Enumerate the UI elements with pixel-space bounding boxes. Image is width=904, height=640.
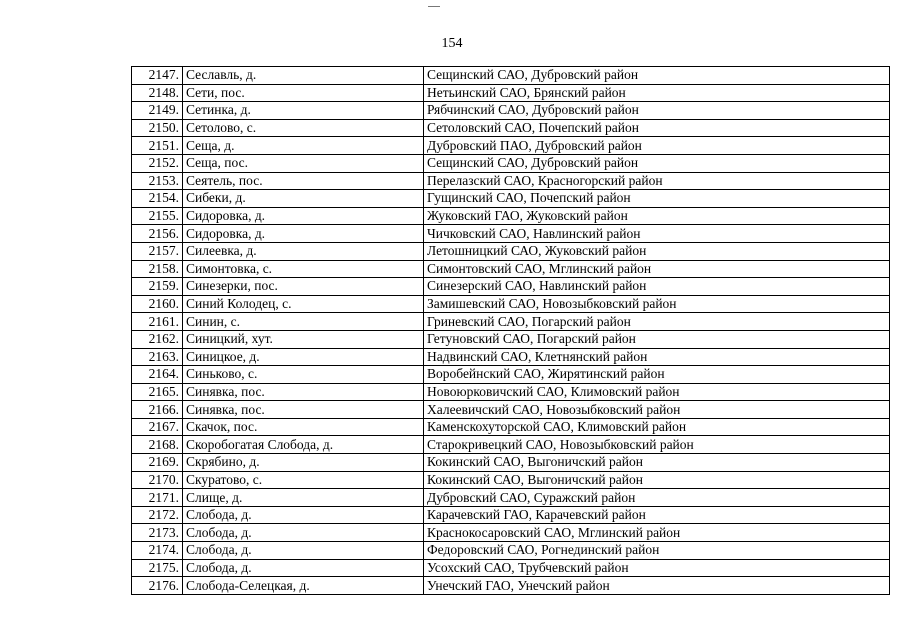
table-row: [132, 313, 890, 331]
table-row: [132, 242, 890, 260]
row-number: 2173.: [132, 524, 183, 542]
settlement-name: Сети, пос.: [183, 84, 424, 102]
row-number: 2171.: [132, 489, 183, 507]
administrative-district: Усохский САО, Трубчевский район: [424, 559, 890, 577]
row-number: 2174.: [132, 542, 183, 560]
row-number: 2158.: [132, 260, 183, 278]
settlement-name: Синицкий, хут.: [183, 330, 424, 348]
row-number: 2166.: [132, 401, 183, 419]
administrative-district: Замишевский САО, Новозыбковский район: [424, 295, 890, 313]
table-row: [132, 330, 890, 348]
table-row: [132, 190, 890, 208]
row-number: 2155.: [132, 207, 183, 225]
row-number: 2147.: [132, 67, 183, 85]
table-row: [132, 67, 890, 85]
administrative-district: Кокинский САО, Выгоничский район: [424, 471, 890, 489]
table-row: [132, 418, 890, 436]
settlement-name: Синявка, пос.: [183, 401, 424, 419]
administrative-district: Дубровский ПАО, Дубровский район: [424, 137, 890, 155]
administrative-district: Чичковский САО, Навлинский район: [424, 225, 890, 243]
table-row: [132, 137, 890, 155]
administrative-district: Синезерский САО, Навлинский район: [424, 278, 890, 296]
settlement-name: Сеща, пос.: [183, 154, 424, 172]
table-row: [132, 295, 890, 313]
row-number: 2168.: [132, 436, 183, 454]
table-row: [132, 366, 890, 384]
row-number: 2167.: [132, 418, 183, 436]
page-number: 154: [441, 36, 463, 51]
administrative-district: Летошницкий САО, Жуковский район: [424, 242, 890, 260]
settlement-name: Слобода, д.: [183, 542, 424, 560]
settlement-name: Сетинка, д.: [183, 102, 424, 120]
table-row: [132, 383, 890, 401]
administrative-district: Рябчинский САО, Дубровский район: [424, 102, 890, 120]
table-row: [132, 471, 890, 489]
settlement-name: Сеща, д.: [183, 137, 424, 155]
settlement-name: Скрябино, д.: [183, 454, 424, 472]
settlement-name: Синявка, пос.: [183, 383, 424, 401]
settlement-name: Синий Колодец, с.: [183, 295, 424, 313]
administrative-district: Нетьинский САО, Брянский район: [424, 84, 890, 102]
settlement-name: Слобода, д.: [183, 524, 424, 542]
settlement-name: Сеславль, д.: [183, 67, 424, 85]
row-number: 2161.: [132, 313, 183, 331]
table-row: [132, 542, 890, 560]
table-row: [132, 436, 890, 454]
administrative-district: Кокинский САО, Выгоничский район: [424, 454, 890, 472]
row-number: 2170.: [132, 471, 183, 489]
row-number: 2151.: [132, 137, 183, 155]
administrative-district: Федоровский САО, Рогнединский район: [424, 542, 890, 560]
administrative-district: Перелазский САО, Красногорский район: [424, 172, 890, 190]
settlement-name: Сетолово, с.: [183, 119, 424, 137]
settlement-name: Скоробогатая Слобода, д.: [183, 436, 424, 454]
table-row: [132, 524, 890, 542]
row-number: 2150.: [132, 119, 183, 137]
administrative-district: Симонтовский САО, Мглинский район: [424, 260, 890, 278]
settlement-name: Сеятель, пос.: [183, 172, 424, 190]
settlement-name: Симонтовка, с.: [183, 260, 424, 278]
table-row: [132, 559, 890, 577]
row-number: 2153.: [132, 172, 183, 190]
settlement-name: Скачок, пос.: [183, 418, 424, 436]
table-row: [132, 172, 890, 190]
table-row: [132, 489, 890, 507]
administrative-district: Сещинский САО, Дубровский район: [424, 67, 890, 85]
row-number: 2165.: [132, 383, 183, 401]
row-number: 2152.: [132, 154, 183, 172]
administrative-district: Гетуновский САО, Погарский район: [424, 330, 890, 348]
table-row: [132, 154, 890, 172]
row-number: 2148.: [132, 84, 183, 102]
table-row: [132, 577, 890, 595]
settlement-name: Синьково, с.: [183, 366, 424, 384]
row-number: 2159.: [132, 278, 183, 296]
row-number: 2157.: [132, 242, 183, 260]
row-number: 2162.: [132, 330, 183, 348]
settlement-name: Слобода, д.: [183, 559, 424, 577]
row-number: 2176.: [132, 577, 183, 595]
settlement-name: Сибеки, д.: [183, 190, 424, 208]
administrative-district: Сетоловский САО, Почепский район: [424, 119, 890, 137]
table-row: [132, 401, 890, 419]
row-number: 2172.: [132, 506, 183, 524]
administrative-district: Халеевичский САО, Новозыбковский район: [424, 401, 890, 419]
settlement-name: Сидоровка, д.: [183, 225, 424, 243]
settlement-name: Синин, с.: [183, 313, 424, 331]
settlement-name: Силеевка, д.: [183, 242, 424, 260]
row-number: 2149.: [132, 102, 183, 120]
scan-mark: [428, 6, 440, 8]
administrative-district: Воробейнский САО, Жирятинский район: [424, 366, 890, 384]
row-number: 2156.: [132, 225, 183, 243]
row-number: 2163.: [132, 348, 183, 366]
settlements-table: [131, 66, 890, 595]
administrative-district: Гущинский САО, Почепский район: [424, 190, 890, 208]
administrative-district: Краснокосаровский САО, Мглинский район: [424, 524, 890, 542]
row-number: 2160.: [132, 295, 183, 313]
administrative-district: Сещинский САО, Дубровский район: [424, 154, 890, 172]
table-row: [132, 102, 890, 120]
administrative-district: Каменскохуторской САО, Климовский район: [424, 418, 890, 436]
settlement-name: Слобода, д.: [183, 506, 424, 524]
row-number: 2164.: [132, 366, 183, 384]
settlement-name: Синезерки, пос.: [183, 278, 424, 296]
administrative-district: Старокривецкий САО, Новозыбковский район: [424, 436, 890, 454]
table-row: [132, 260, 890, 278]
settlement-name: Скуратово, с.: [183, 471, 424, 489]
table-row: [132, 348, 890, 366]
settlement-name: Сидоровка, д.: [183, 207, 424, 225]
administrative-district: Надвинский САО, Клетнянский район: [424, 348, 890, 366]
administrative-district: Новоюрковичский САО, Климовский район: [424, 383, 890, 401]
table-row: [132, 506, 890, 524]
row-number: 2175.: [132, 559, 183, 577]
administrative-district: Дубровский САО, Суражский район: [424, 489, 890, 507]
settlement-name: Слище, д.: [183, 489, 424, 507]
row-number: 2169.: [132, 454, 183, 472]
table-row: [132, 225, 890, 243]
table-row: [132, 119, 890, 137]
row-number: 2154.: [132, 190, 183, 208]
table-row: [132, 454, 890, 472]
settlement-name: Синицкое, д.: [183, 348, 424, 366]
table-row: [132, 207, 890, 225]
table-row: [132, 84, 890, 102]
administrative-district: Гриневский САО, Погарский район: [424, 313, 890, 331]
administrative-district: Унечский ГАО, Унечский район: [424, 577, 890, 595]
table-body: [132, 67, 890, 595]
table-row: [132, 278, 890, 296]
administrative-district: Жуковский ГАО, Жуковский район: [424, 207, 890, 225]
administrative-district: Карачевский ГАО, Карачевский район: [424, 506, 890, 524]
settlement-name: Слобода-Селецкая, д.: [183, 577, 424, 595]
